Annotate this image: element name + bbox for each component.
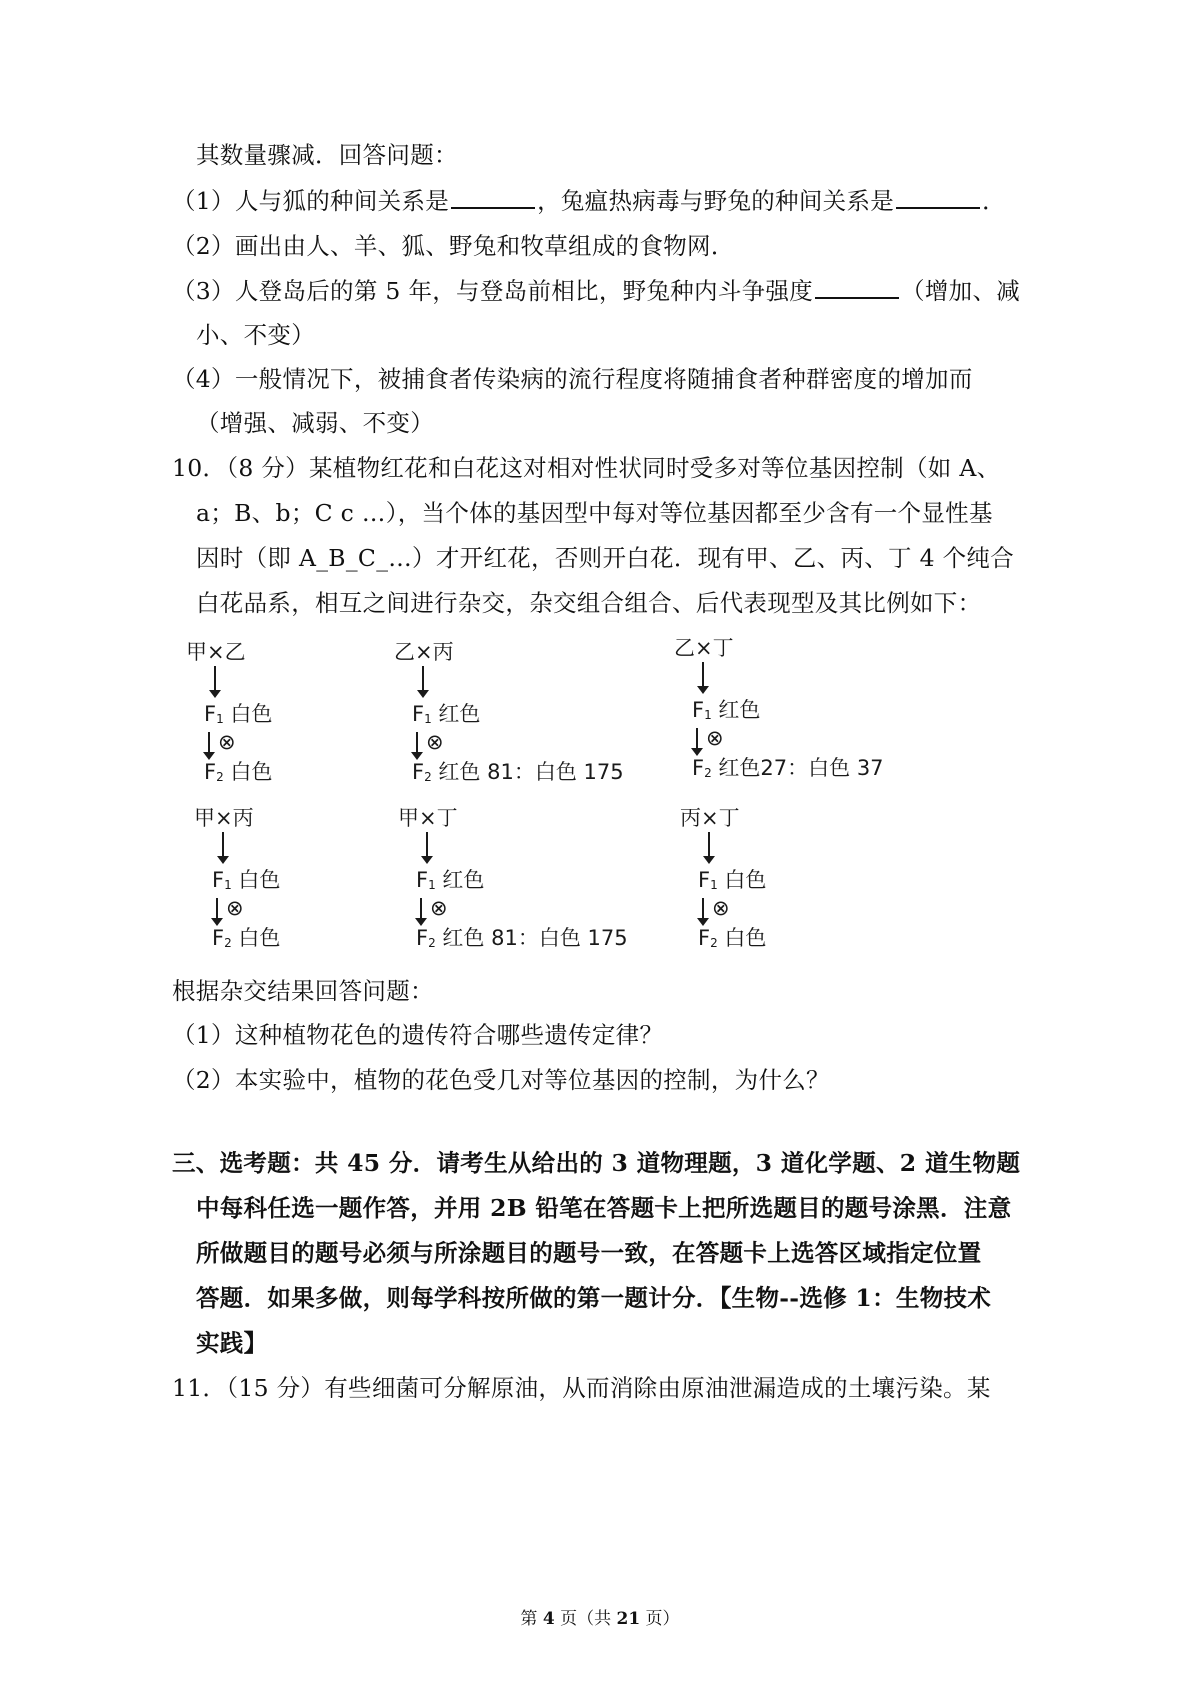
text: a；B、b；C c …），当个体的基因型中每对等位基因都至少含有一个显性基 — [196, 499, 993, 527]
arrow-down-icon — [708, 832, 710, 858]
cross-parents: 甲×丁 — [398, 806, 458, 830]
footer-text: 页（共 — [554, 1609, 617, 1629]
generation-number: 2 — [710, 936, 718, 950]
generation-number: 1 — [704, 708, 712, 722]
selfing-icon: ⊗ — [706, 726, 724, 750]
generation-label: F — [412, 702, 425, 726]
f2-phenotype: 红色 81：白色 175 — [442, 926, 628, 950]
footer-text: 页） — [640, 1609, 680, 1629]
generation-label: F — [692, 698, 705, 722]
question-11 — [172, 1371, 991, 1405]
f1-phenotype: 白色 — [238, 868, 281, 892]
text: ． — [982, 187, 1006, 215]
text-line — [196, 406, 434, 440]
arrow-down-icon — [702, 662, 704, 688]
arrow-down-icon — [426, 832, 428, 858]
f2-phenotype: 白色 — [238, 926, 281, 950]
total-pages: 21 — [616, 1609, 641, 1629]
generation-label: F — [698, 868, 711, 892]
cross-parents: 乙×丁 — [674, 636, 734, 660]
text-line — [196, 138, 458, 172]
generation-number: 2 — [704, 766, 712, 780]
section-3-heading — [172, 1146, 1020, 1180]
text: 因时（即 A_B_C_…）才开红花，否则开白花．现有甲、乙、丙、丁 4 个纯合 — [196, 544, 1015, 572]
selfing-icon: ⊗ — [712, 896, 730, 920]
generation-number: 1 — [428, 878, 436, 892]
generation-label: F — [698, 926, 711, 950]
text-line — [196, 318, 315, 352]
text: 11．（15 分）有些细菌可分解原油，从而消除由原油泄漏造成的土壤污染。某 — [172, 1374, 991, 1402]
generation-label: F — [212, 868, 225, 892]
text-line — [196, 541, 1014, 575]
f1-phenotype: 白色 — [724, 868, 767, 892]
page-footer — [0, 1604, 1200, 1629]
question-9-1 — [172, 184, 1006, 218]
text: 10．（8 分）某植物红花和白花这对相对性状同时受多对等位基因控制（如 A、 — [172, 454, 1001, 482]
text-line — [196, 496, 993, 530]
generation-number: 1 — [710, 878, 718, 892]
text: （增强、减弱、不变） — [196, 409, 434, 437]
arrow-down-icon — [222, 832, 224, 858]
cross-diagram-6 — [680, 802, 840, 962]
text: 中每科任选一题作答，并用 2B 铅笔在答题卡上把所选题目的题号涂黑．注意 — [196, 1194, 1012, 1222]
cross-parents: 丙×丁 — [680, 806, 740, 830]
selfing-icon: ⊗ — [430, 896, 448, 920]
generation-number: 2 — [224, 936, 232, 950]
arrow-down-icon — [702, 898, 704, 920]
text-line — [196, 1236, 981, 1270]
f2-phenotype: 白色 — [724, 926, 767, 950]
page-number: 4 — [542, 1609, 555, 1629]
text-line — [172, 974, 434, 1008]
cross-parents: 乙×丙 — [394, 640, 454, 664]
text: 所做题目的题号必须与所涂题目的题号一致，在答题卡上选答区域指定位置 — [196, 1239, 982, 1267]
question-9-3 — [172, 274, 1020, 308]
selfing-icon: ⊗ — [226, 896, 244, 920]
text: （1）这种植物花色的遗传符合哪些遗传定律？ — [172, 1021, 664, 1049]
question-10 — [172, 451, 1000, 485]
cross-diagram-3 — [674, 632, 914, 792]
arrow-down-icon — [216, 898, 218, 920]
text: （4）一般情况下，被捕食者传染病的流行程度将随捕食者种群密度的增加而 — [172, 365, 973, 393]
generation-number: 2 — [424, 770, 432, 784]
answer-blank — [451, 185, 535, 209]
question-10-1 — [172, 1018, 663, 1052]
question-10-2 — [172, 1063, 830, 1097]
text: （1）人与狐的种间关系是 — [172, 187, 450, 215]
f1-phenotype: 红色 — [718, 698, 761, 722]
text: 实践】 — [196, 1329, 268, 1357]
arrow-down-icon — [696, 728, 698, 750]
text-line — [196, 586, 981, 620]
f1-phenotype: 白色 — [230, 702, 273, 726]
generation-number: 2 — [216, 770, 224, 784]
arrow-down-icon — [422, 666, 424, 692]
arrow-down-icon — [416, 732, 418, 754]
text: 其数量骤减．回答问题： — [196, 141, 458, 169]
text: 答题．如果多做，则每学科按所做的第一题计分．【生物--选修 1：生物技术 — [196, 1284, 992, 1312]
generation-number: 2 — [428, 936, 436, 950]
question-9-2 — [172, 229, 735, 263]
generation-number: 1 — [216, 712, 224, 726]
text: 白花品系，相互之间进行杂交，杂交组合组合、后代表现型及其比例如下： — [196, 589, 982, 617]
text: ，兔瘟热病毒与野兔的种间关系是 — [537, 187, 895, 215]
generation-label: F — [412, 760, 425, 784]
cross-diagram-1 — [186, 636, 346, 796]
text: 根据杂交结果回答问题： — [172, 977, 434, 1005]
text: （2）画出由人、羊、狐、野兔和牧草组成的食物网． — [172, 232, 735, 260]
generation-label: F — [416, 868, 429, 892]
selfing-icon: ⊗ — [426, 730, 444, 754]
text: （3）人登岛后的第 5 年，与登岛前相比，野兔种内斗争强度 — [172, 277, 814, 305]
arrow-down-icon — [208, 732, 210, 754]
text-line — [196, 1191, 1011, 1225]
arrow-down-icon — [214, 666, 216, 692]
f2-phenotype: 白色 — [230, 760, 273, 784]
cross-diagram-5 — [398, 802, 638, 962]
cross-diagram-4 — [194, 802, 354, 962]
text: 小、不变） — [196, 321, 315, 349]
cross-diagram-2 — [394, 636, 634, 796]
generation-label: F — [204, 760, 217, 784]
text-line — [196, 1326, 267, 1360]
generation-number: 1 — [424, 712, 432, 726]
generation-label: F — [692, 756, 705, 780]
text: （增加、减 — [901, 277, 1021, 305]
generation-number: 1 — [224, 878, 232, 892]
text: （2）本实验中，植物的花色受几对等位基因的控制，为什么？ — [172, 1066, 830, 1094]
answer-blank — [815, 275, 899, 299]
arrow-down-icon — [420, 898, 422, 920]
f1-phenotype: 红色 — [442, 868, 485, 892]
cross-parents: 甲×乙 — [186, 640, 246, 664]
text-line — [196, 1281, 991, 1315]
text: 三、选考题：共 45 分．请考生从给出的 3 道物理题，3 道化学题、2 道生物题 — [172, 1149, 1021, 1177]
f2-phenotype: 红色 81：白色 175 — [438, 760, 624, 784]
generation-label: F — [416, 926, 429, 950]
selfing-icon: ⊗ — [218, 730, 236, 754]
footer-text: 第 — [520, 1609, 543, 1629]
f1-phenotype: 红色 — [438, 702, 481, 726]
generation-label: F — [212, 926, 225, 950]
cross-parents: 甲×丙 — [194, 806, 254, 830]
question-9-4 — [172, 362, 973, 396]
generation-label: F — [204, 702, 217, 726]
answer-blank — [896, 185, 980, 209]
f2-phenotype: 红色27：白色 37 — [718, 756, 884, 780]
